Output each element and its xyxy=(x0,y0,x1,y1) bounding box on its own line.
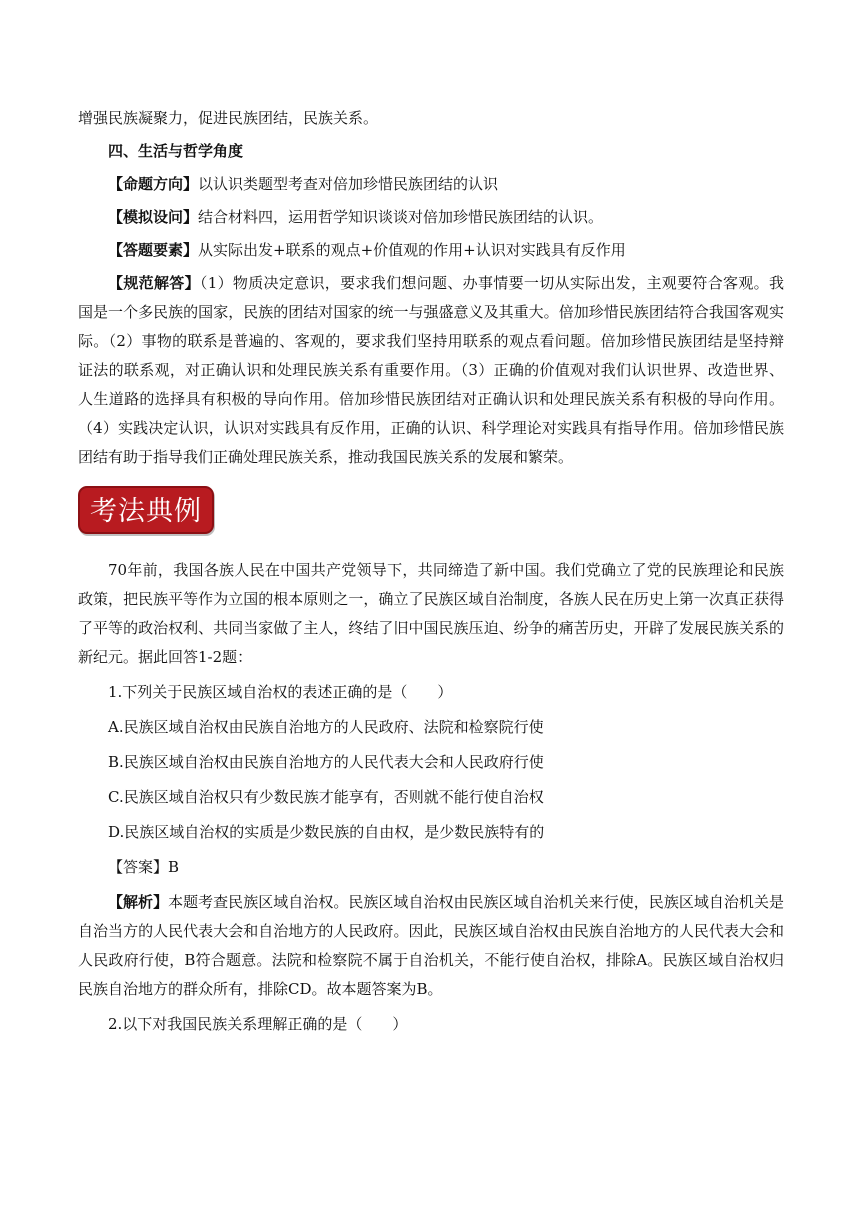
question-1-option-c: C.民族区域自治权只有少数民族才能享有，否则就不能行使自治权 xyxy=(108,788,544,806)
simulation-text: 结合材料四，运用哲学知识谈谈对倍加珍惜民族团结的认识。 xyxy=(198,208,604,226)
simulation-paragraph xyxy=(78,203,784,232)
exam-example-badge: 考法典例 xyxy=(78,486,214,534)
question-1-stem: 1.下列关于民族区域自治权的表述正确的是（ ） xyxy=(108,683,453,701)
question-2-stem: 2.以下对我国民族关系理解正确的是（ ） xyxy=(108,1015,408,1033)
standard-text: （1）物质决定意识，要求我们想问题、办事情要一切从实际出发，主观要符合客观。我国是一个多民族的国家，民族的团结对国家的统一与强盛意义及其重大。倍加珍惜民族团结符合我国客观实际。（2）事物的联系是普遍的、客观的，要求我们坚持用联系的观点看问题。倍加珍惜民族团结是坚持辩证法的联系观，对正确认识和处理民族关系有重要作用。（3）正确的价值观对我们认识世界、改造世界、人生道路的选择具有积极的导向作用。倍加珍惜民族团结对正确认识和处理民族关系有积极的导向作用。（4）实践决定认识，认识对实践具有反作用，正确的认识、科学理论对实践具有指导作用。倍加珍惜民族团结有助于指导我们正确处理民族关系，推动我国民族关系的发展和繁荣。 xyxy=(78,274,784,466)
direction-text: 以认识类题型考查对倍加珍惜民族团结的认识 xyxy=(198,175,499,193)
direction-label: 【命题方向】 xyxy=(108,175,199,193)
elements-label: 【答题要素】 xyxy=(108,241,199,259)
analysis-label: 【解析】 xyxy=(108,893,169,911)
section-heading: 四、生活与哲学角度 xyxy=(108,142,244,160)
standard-answer-paragraph xyxy=(78,269,784,472)
elements-text: 从实际出发+联系的观点+价值观的作用+认识对实践具有反作用 xyxy=(198,241,626,259)
question-1-option-a: A.民族区域自治权由民族自治地方的人民政府、法院和检察院行使 xyxy=(108,718,544,736)
question-1-answer: 【答案】B xyxy=(108,858,180,876)
continuation-paragraph: 增强民族凝聚力，促进民族团结，民族关系。 xyxy=(78,109,379,127)
elements-paragraph xyxy=(78,236,784,265)
question-1-analysis xyxy=(78,888,784,1004)
document-body xyxy=(78,104,784,1039)
question-1-option-b: B.民族区域自治权由民族自治地方的人民代表大会和人民政府行使 xyxy=(108,753,544,771)
analysis-text: 本题考查民族区域自治权。民族区域自治权由民族区域自治机关来行使，民族区域自治机关是自治当方的人民代表大会和自治地方的人民政府。因此，民族区域自治权由民族自治地方的人民代表大会和人民政府行使，B符合题意。法院和检察院不属于自治机关，不能行使自治权，排除A。民族区域自治权归民族自治地方的群众所有，排除CD。故本题答案为B。 xyxy=(78,893,784,998)
intro-paragraph: 70年前，我国各族人民在中国共产党领导下，共同缔造了新中国。我们党确立了党的民族理论和民族政策，把民族平等作为立国的根本原则之一，确立了民族区域自治制度，各族人民在历史上第一次真正获得了平等的政治权利、共同当家做了主人，终结了旧中国民族压迫、纷争的痛苦历史，开辟了发展民族关系的新纪元。据此回答1-2题： xyxy=(78,561,784,666)
simulation-label: 【模拟设问】 xyxy=(108,208,199,226)
direction-paragraph xyxy=(78,170,784,199)
question-1-option-d: D.民族区域自治权的实质是少数民族的自由权，是少数民族特有的 xyxy=(108,823,545,841)
standard-label: 【规范解答】 xyxy=(108,274,200,292)
badge-container xyxy=(78,486,784,544)
